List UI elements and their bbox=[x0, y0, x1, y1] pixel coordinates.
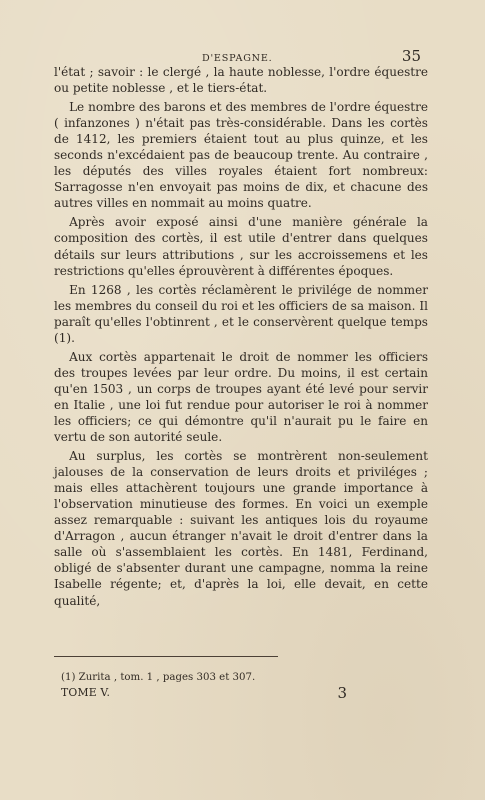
paragraph-4: En 1268 , les cortès réclamèrent le privilége de nommer les membres du conseil du roi et les officiers de sa maison. Il paraît qu'elles l'obtinrent , et le conservèrent quelque temps (1). bbox=[54, 282, 428, 345]
paragraph-2: Le nombre des barons et des membres de l'ordre équestre ( infanzones ) n'était pas très-considérable. Dans les cortès de 1412, les premiers étaient tout au plus quinze, et les seconds n'excédaient pas de beaucoup trente. Au contraire , les députés des villes royales étaient fort nombreux: Sarragosse n'en envoyait pas moins de dix, et chacune des autres villes en nommait au moins quatre. bbox=[54, 100, 428, 211]
signature-line bbox=[61, 686, 347, 703]
paragraph-6: Au surplus, les cortès se montrèrent non-seulement jalouses de la conservation de leurs droits et priviléges ; mais elles attachèrent toujours une grande importance à l'observation minutieuse des formes. En voici un exemple assez remarquable : suivant les antiques lois du royaume d'Arragon , aucun étranger n'avait le droit d'entrer dans la salle où s'assemblaient les cortès. En 1481, Ferdinand, obligé de s'absenter durant une campagne, nomma la reine Isabelle régente; et, d'après la loi, elle devait, en cette qualité, bbox=[54, 449, 428, 608]
paragraph-5: Aux cortès appartenait le droit de nommer les officiers des troupes levées par leur ordre. Du moins, il est certain qu'en 1503 , un corps de troupes ayant été levé pour servir en Italie , une loi fut rendue pour autoriser le roi à nommer les officiers; ce qui démontre qu'il n'aurait pu le faire en vertu de son autorité seule. bbox=[54, 349, 428, 445]
page-number: 35 bbox=[401, 47, 421, 65]
paragraph-3: Après avoir exposé ainsi d'une manière générale la composition des cortès, il est utile d'entrer dans quelques détails sur leurs attributions , sur les accroissemens et les restrictions qu'elles éprouvèrent à différentes époques. bbox=[54, 215, 428, 278]
footnote: (1) Zurita , tom. 1 , pages 303 et 307. bbox=[61, 672, 256, 683]
footnote-rule bbox=[54, 656, 278, 657]
running-title: D'ESPAGNE. bbox=[202, 53, 273, 64]
paragraph-1: l'état ; savoir : le clergé , la haute noblesse, l'ordre équestre ou petite noblesse , et le tiers-état. bbox=[54, 65, 428, 96]
volume-label: TOME V. bbox=[61, 686, 111, 699]
body-text bbox=[54, 64, 428, 612]
signature-mark: 3 bbox=[337, 684, 347, 702]
